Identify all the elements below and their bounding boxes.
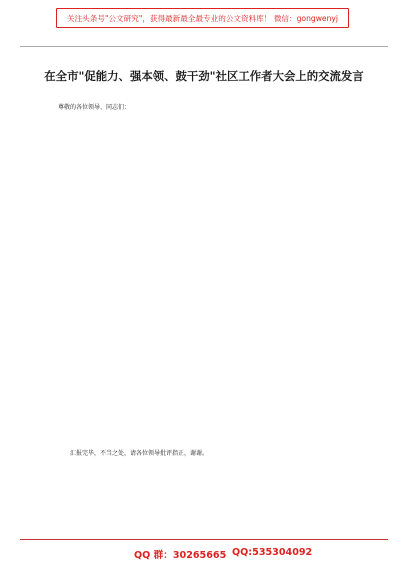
- promo-banner: [56, 8, 349, 28]
- promo-banner-text: 关注头条号"公文研究"，获得最新最全最专业的公文资料库！ 微信：gongwenyj: [66, 13, 338, 23]
- top-divider: [20, 46, 388, 47]
- footer-qq-number: QQ:535304092: [232, 547, 313, 558]
- footer-divider: [20, 539, 388, 540]
- closing-line: 汇报完毕，不当之处，请各位领导批评指正，谢谢。: [70, 450, 209, 457]
- document-title: 在全市"促能力、强本领、鼓干劲"社区工作者大会上的交流发言: [44, 69, 364, 83]
- footer-qq-group: QQ 群：30265665: [134, 550, 227, 561]
- salutation: 尊敬的各位领导、同志们：: [58, 104, 131, 111]
